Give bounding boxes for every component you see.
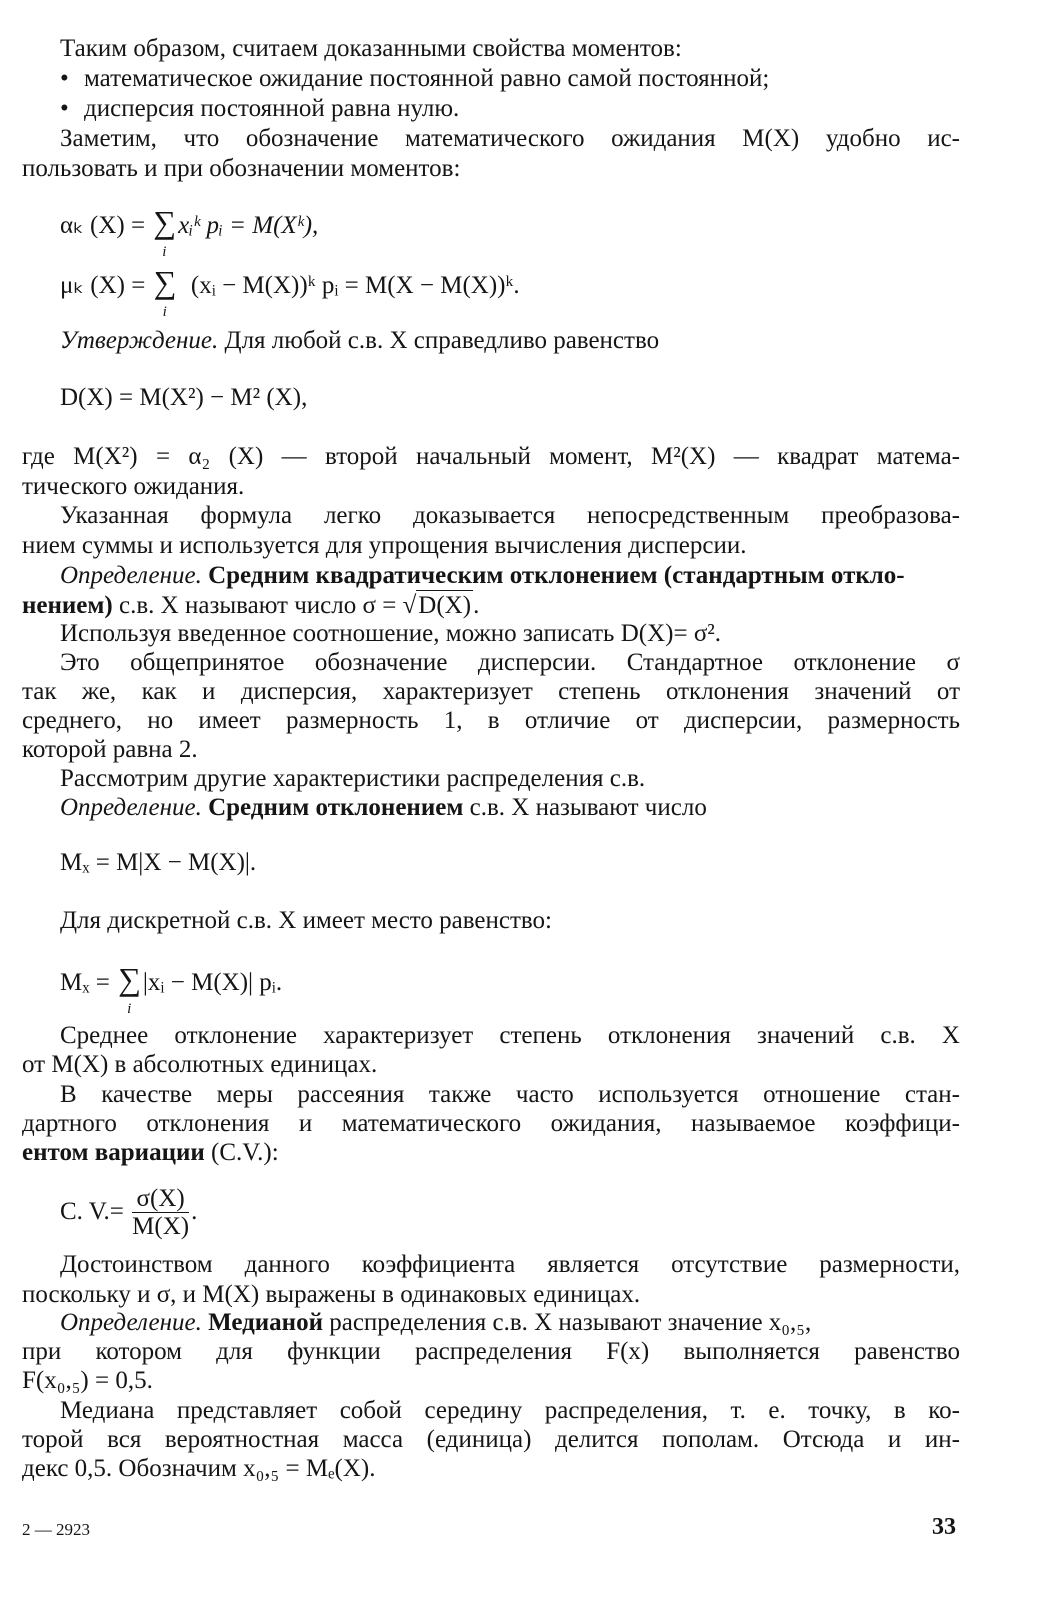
paragraph-line: среднего, но имеет размерность 1, в отличие от дисперсии, размерность [22,707,960,734]
paragraph-line: где M(X²) = α₂ (X) — второй начальный момент, M²(X) — квадрат матема- [22,443,960,470]
bullet-icon: • [60,65,69,92]
paragraph-line: F(x₀,₅) = 0,5. [22,1367,153,1394]
paragraph-line: дартного отклонения и математического ожидания, называемое коэффици- [22,1110,960,1137]
page-number: 33 [932,1514,956,1540]
paragraph-line: Достоинством данного коэффициента является отсутствие размерности, [60,1251,960,1278]
definition-line: нением) с.в. X называют число σ = √D(X). [22,592,480,619]
sum-symbol: ∑ i [153,264,177,320]
paragraph-line: Рассмотрим другие характеристики распределения с.в. [60,765,646,792]
paragraph-line: ентом вариации (C.V.): [22,1139,279,1166]
paragraph-line: при котором для функции распределения F(x) выполняется равенство [22,1338,960,1365]
paragraph-line: тического ожидания. [22,473,245,500]
bullet-item: • дисперсия постоянной равна нулю. [60,95,460,122]
paragraph-line: которой равна 2. [22,736,198,763]
formula-mean-deviation: Mₓ = M|X − M(X)|. [60,849,257,876]
paragraph-line: Заметим, что обозначение математического ожидания M(X) удобно ис- [60,125,960,152]
definition-line: Определение. Медианой распределения с.в. X называют значение x₀,₅, [60,1309,812,1336]
formula-coefficient-variation: C. V.= $\frac{\sigma(X)}{M(X)}$ . [60,1185,198,1240]
paragraph-line: торой вся вероятностная масса (единица) делится пополам. Отсюда и ин- [22,1426,960,1453]
paragraph-line: поскольку и σ, и M(X) выражены в одинаковых единицах. [22,1281,641,1308]
sum-symbol: ∑ i [118,961,141,1017]
formula-discrete-mean-deviation: Mₓ = ∑ i |xᵢ − M(X)| pᵢ. [60,961,283,1017]
formula-alpha-moment: αₖ (X) = ∑ i xᵢᵏ pᵢ = M(Xᵏ), [60,204,319,260]
definition-line: Определение. Средним квадратическим отклонением (стандартным откло- [60,562,905,589]
printer-signature: 2 — 2923 [22,1520,90,1539]
paragraph-line: Среднее отклонение характеризует степень отклонения значений с.в. X [60,1022,960,1049]
paragraph-line: Для дискретной с.в. X имеет место равенство: [60,907,552,934]
bullet-icon: • [60,95,69,122]
fraction: $\frac{\sigma(X)}{M(X)}$ [132,1185,190,1240]
paragraph-line: Медиана представляет собой середину распределения, т. е. точку, в ко- [60,1397,960,1424]
definition-line: Определение. Средним отклонением с.в. X называют число [60,794,707,821]
statement-line: Утверждение. Для любой с.в. X справедливо равенство [60,327,660,354]
paragraph-line: так же, как и дисперсия, характеризует степень отклонения значений от [22,678,960,705]
paragraph-line: Таким образом, считаем доказанными свойства моментов: [60,35,682,62]
paragraph-line: В качестве меры рассеяния также часто используется отношение стан- [60,1081,960,1108]
paragraph-line: Указанная формула легко доказывается непосредственным преобразова- [60,502,960,529]
paragraph-line: Это общепринятое обозначение дисперсии. Стандартное отклонение σ [60,649,960,676]
paragraph-line: декс 0,5. Обозначим x₀,₅ = Mₑ(X). [22,1455,376,1482]
formula-mu-moment: μₖ (X) = ∑ i (xᵢ − M(X))ᵏ pᵢ = M(X − M(X))ᵏ. [60,264,520,320]
bullet-item: • математическое ожидание постоянной равно самой постоянной; [60,65,770,92]
paragraph-line: пользовать и при обозначении моментов: [22,155,461,182]
paragraph-line: Используя введенное соотношение, можно записать D(X)= σ². [60,620,722,647]
formula-variance: D(X) = M(X²) − M² (X), [60,384,308,411]
paragraph-line: от M(X) в абсолютных единицах. [22,1051,378,1078]
sum-symbol: ∑ i [153,204,177,260]
paragraph-line: нием суммы и используется для упрощения вычисления дисперсии. [22,532,747,559]
sqrt-radicand: D(X) [418,592,472,619]
